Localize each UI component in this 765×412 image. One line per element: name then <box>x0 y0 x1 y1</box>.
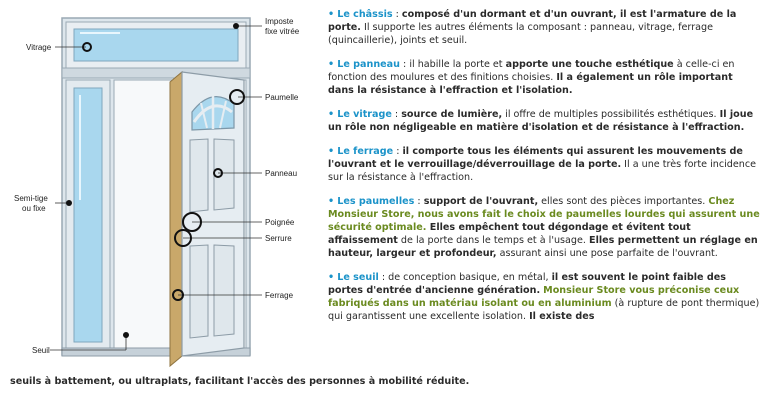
section-text: il est souvent le point faible des portes d'entrée d'ancienne génération. <box>328 272 726 296</box>
section-text: Chez Monsieur Store, nous avons fait le choix de paumelles lourdes qui assurent une sécurité optimale. <box>328 196 760 233</box>
section-text: à celle-ci en fonction des moulures et des finitions choisies. <box>328 59 735 83</box>
section-text: composé d'un dormant et d'un ouvrant, il est l'armature de la porte. <box>328 9 737 33</box>
label-paumelle: Paumelle <box>265 93 299 102</box>
section-title: Le châssis <box>337 9 393 20</box>
section-text: : <box>391 109 402 120</box>
section-text: (à rupture de pont thermique) qui garantissent une excellente isolation. <box>328 298 760 322</box>
section-text: support de l'ouvrant, <box>423 196 539 207</box>
label-serrure: Serrure <box>265 234 292 243</box>
section-text: il offre de multiples possibilités esthétiques. <box>502 109 720 120</box>
bullet-icon: • <box>328 9 335 20</box>
bullet-icon: • <box>328 272 335 283</box>
section-text: Il existe des <box>529 311 595 322</box>
section-les-paumelles <box>328 195 760 260</box>
label-imposte-line2: fixe vitrée <box>265 27 300 36</box>
section-title: Le vitrage <box>337 109 392 120</box>
section-text: elles sont des pièces importantes. <box>538 196 709 207</box>
bullet-icon: • <box>328 59 335 70</box>
label-vitrage: Vitrage <box>26 43 52 52</box>
section-le-chassis <box>328 8 760 47</box>
door-diagram <box>0 0 330 380</box>
marker-imposte <box>233 23 239 29</box>
description-column <box>328 8 760 334</box>
section-text: apporte une touche esthétique <box>505 59 674 70</box>
section-le-ferrage <box>328 145 760 184</box>
bullet-icon: • <box>328 146 335 157</box>
section-text: Il a une très forte incidence sur la résistance à l'effraction. <box>328 159 757 183</box>
section-title: Le ferrage <box>337 146 394 157</box>
section-title: Le panneau <box>337 59 400 70</box>
marker-seuil <box>123 332 129 338</box>
section-le-vitrage <box>328 108 760 134</box>
section-text: : il habille la porte et <box>399 59 506 70</box>
door-panel-top-right <box>214 139 234 210</box>
section-le-panneau <box>328 58 760 97</box>
section-le-seuil <box>328 271 760 323</box>
section-text: : <box>414 196 424 207</box>
label-poignee: Poignée <box>265 218 295 227</box>
section-text: Monsieur Store vous préconise ceux fabriqués dans un matériau isolant ou en aluminium <box>328 285 740 309</box>
section-text: il comporte tous les éléments qui assurent les mouvements de l'ouvrant et le verrouillage/déverrouillage de la porte. <box>328 146 743 170</box>
side-light-glass <box>74 88 102 342</box>
door-panel-top-left <box>190 139 208 212</box>
label-panneau: Panneau <box>265 169 298 178</box>
label-imposte-line1: Imposte <box>265 17 294 26</box>
bullet-icon: • <box>328 109 335 120</box>
section-text: Elles empêchent tout dégondage et évitent tout affaissement <box>328 222 691 246</box>
section-text: source de lumière, <box>401 109 503 120</box>
section-title: Les paumelles <box>337 196 415 207</box>
label-semi-tige-line1: Semi-tige <box>14 194 48 203</box>
door-leaf-edge <box>170 72 182 366</box>
section-text: Il joue un rôle non négligeable en matière d'isolation et de résistance à l'effraction. <box>328 109 754 133</box>
section-text: Il supporte les autres éléments la composant : panneau, vitrage, ferrage (quincaillerie), joints et seuil. <box>328 22 714 46</box>
section-text: : <box>392 9 402 20</box>
section-text: : <box>393 146 403 157</box>
door-panel-bottom-left <box>190 245 208 338</box>
section-text: de la porte dans le temps et à l'usage. <box>397 235 590 246</box>
label-seuil: Seuil <box>32 346 50 355</box>
section-text: assurant ainsi une pose parfaite de l'ouvrant. <box>496 248 718 259</box>
closing-line: seuils à battement, ou ultraplats, facilitant l'accès des personnes à mobilité réduite. <box>10 376 470 387</box>
label-semi-tige-line2: ou fixe <box>22 204 46 213</box>
bullet-icon: • <box>328 196 335 207</box>
marker-semi-tige <box>66 200 72 206</box>
section-title: Le seuil <box>337 272 379 283</box>
door-panel-bottom-right <box>214 245 234 336</box>
section-text: Elles permettent un réglage en hauteur, largeur et profondeur, <box>328 235 758 259</box>
label-ferrage: Ferrage <box>265 291 294 300</box>
section-text: Il a également un rôle important dans la résistance à l'effraction et l'isolation. <box>328 72 733 96</box>
section-text: : de conception basique, en métal, <box>378 272 552 283</box>
